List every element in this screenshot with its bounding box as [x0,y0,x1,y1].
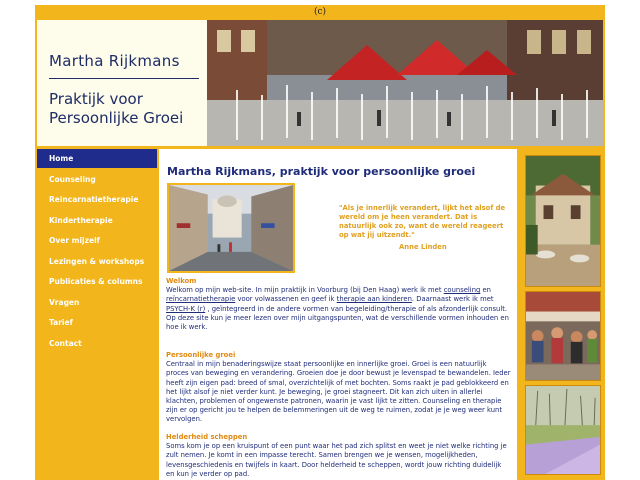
subtitle-line-1: Praktijk voor [49,90,143,108]
psych-k-link[interactable]: PSYCH-K (r) [166,304,206,313]
nav-item-home[interactable]: Home [37,149,157,168]
helderheid-heading: Helderheid scheppen [166,433,248,441]
persoonlijke-groei-section [166,351,511,425]
quote-author: Anne Linden [399,243,447,251]
welkom-text-a: Welkom op mijn web-site. In mijn praktijk in Voorburg (bij Den Haag) werk ik met [166,286,444,295]
helderheid-text: Soms kom je op een kruispunt of een punt waar het pad zich splitst en weet je niet welke richting je zult nemen. Je komt in een impasse terecht. Samen brengen we je wensen, mogelijkheden, levensgeschiedenis en twijfels in kaart. Door helderheid te scheppen, wordt jouw richting duidelijk en kun je verder op pad. [166,442,507,478]
welkom-text-b: en [480,286,491,295]
counseling-link[interactable]: counseling [443,286,481,295]
photo-column [521,149,605,480]
flower-field-photo [525,385,601,475]
quote-text: "Als je innerlijk verandert, lijkt het alsof de wereld om je heen verandert. Dat is natuurlijk ook zo, want de wereld reageert op wat jij uitzendt." [339,204,506,239]
site-subtitle [49,90,183,128]
persoonlijke-groei-heading: Persoonlijke groei [166,351,236,359]
banner-divider [49,78,199,79]
nav-item-reincarnatietherapie[interactable]: Reincarnatietherapie [37,190,157,209]
main-content [159,149,517,480]
street-photo [167,183,295,273]
subtitle-line-2: Persoonlijke Groei [49,109,184,127]
terrace-photo [525,155,601,287]
nav-item-lezingen-workshops[interactable]: Lezingen & workshops [37,252,157,271]
welkom-heading: Welkom [166,277,197,285]
welkom-text-d: . Daarnaast werk ik met [411,295,494,304]
welkom-paragraph-2: Op deze site kun je meer lezen over mijn uitgangspunten, wat de verschillende vormen inhouden en hoe ik werk. [166,313,509,332]
nav-item-contact[interactable]: Contact [37,334,157,353]
header-banner [37,20,603,146]
fountain-square-photo [207,20,603,146]
kindertherapie-link[interactable]: therapie aan kinderen [336,295,412,304]
reincarnatietherapie-link[interactable]: reïncarnatietherapie [166,295,236,304]
welkom-section [166,277,511,332]
main-navigation [37,149,157,354]
page-title: Martha Rijkmans, praktijk voor persoonlijke groei [167,165,476,178]
copyright-notice: (c) [313,7,327,17]
persoonlijke-groei-text: Centraal in mijn benaderingswijze staat persoonlijke en innerlijke groei. Groei is een natuurlijk proces van beweging en verandering. Groeien doe je door bewust je levenspad te bewandelen. Ieder heeft zijn eigen pad: breed of smal, overzichtelijk of met bochten. Soms raakt je pad geblokkeerd en het lijkt alsof je niet verder kunt. Je beweging, je groei stagneert. Dit kan zich uiten in allerlei klachten, problemen of ongewenste patronen, waarin je vast lijkt te zitten. Counseling en therapie zijn er op gericht jou te helpen de belemmeringen uit de weg te ruimen, zodat je je weg weer kunt vervolgen. [166,360,511,424]
welkom-text-e: , geïntegreerd in de andere vormen van begeleiding/therapie of als afzonderlijk consult. [205,304,508,313]
banner-text-panel [37,20,207,146]
nav-item-over-mijzelf[interactable]: Over mijzelf [37,231,157,250]
helderheid-section [166,433,511,479]
nav-item-counseling[interactable]: Counseling [37,170,157,189]
nav-item-tarief[interactable]: Tarief [37,313,157,332]
market-photo [525,291,601,381]
nav-item-kindertherapie[interactable]: Kindertherapie [37,211,157,230]
page-frame [35,5,605,480]
nav-item-vragen[interactable]: Vragen [37,293,157,312]
nav-item-publicaties-columns[interactable]: Publicaties & columns [37,272,157,291]
welkom-text-c: voor volwassenen en geef ik [235,295,337,304]
site-title: Martha Rijkmans [49,52,180,70]
